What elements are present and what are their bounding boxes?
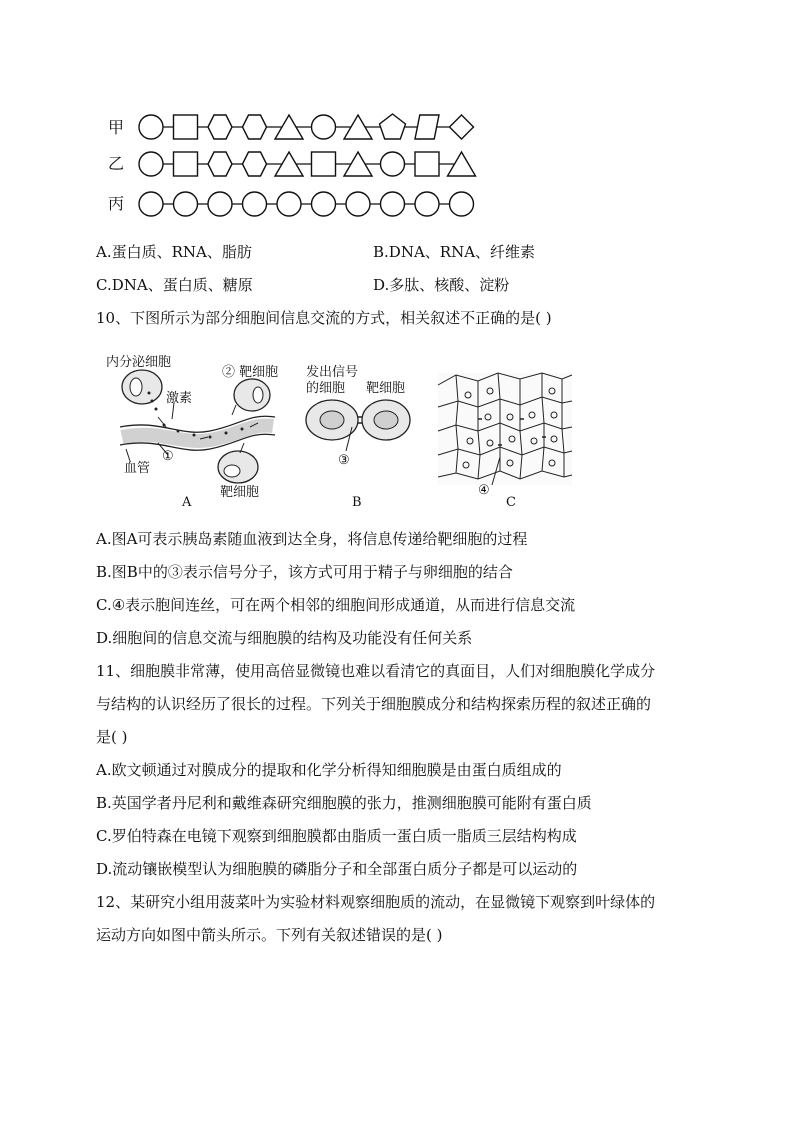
monomer-square	[174, 115, 198, 139]
chain-row-2	[139, 192, 474, 216]
monomer-circle	[277, 192, 301, 216]
monomer-circle	[381, 192, 405, 216]
label-circle-1: ①	[162, 449, 174, 464]
q9-option-a: A.蛋白质、RNA、脂肪	[96, 243, 252, 261]
panel-c	[438, 373, 572, 485]
q11-option-a: A.欧文顿通过对膜成分的提取和化学分析得知细胞膜是由蛋白质组成的	[96, 761, 562, 779]
label-hormone: 激素	[166, 391, 193, 406]
q12-stem-line-1: 12、某研究小组用菠菜叶为实验材料观察细胞质的流动，在显微镜下观察到叶绿体的	[96, 893, 656, 911]
q9-option-b: B.DNA、RNA、纤维素	[373, 243, 536, 261]
label-endocrine-cell: 内分泌细胞	[106, 355, 172, 370]
label-circle-4: ④	[478, 483, 490, 498]
q9-option-d: D.多肽、核酸、淀粉	[373, 276, 510, 294]
monomer-hexagon	[243, 115, 267, 139]
monomer-circle	[208, 192, 232, 216]
q10-option-d: D.细胞间的信息交流与细胞膜的结构及功能没有任何关系	[96, 629, 473, 647]
q11-option-b: B.英国学者丹尼利和戴维森研究细胞膜的张力，推测细胞膜可能附有蛋白质	[96, 794, 592, 812]
monomer-chains	[100, 108, 500, 223]
chain-label-jia: 甲	[108, 118, 125, 137]
monomer-circle	[312, 115, 336, 139]
q11-option-d: D.流动镶嵌模型认为细胞膜的磷脂分子和全部蛋白质分子都是可以运动的	[96, 860, 578, 878]
label-panel-b: B	[352, 495, 362, 510]
monomer-circle	[381, 152, 405, 176]
q11-stem-line-3: 是( )	[96, 728, 128, 746]
monomer-circle	[312, 192, 336, 216]
q10-figure	[100, 345, 580, 515]
q11-option-c: C.罗伯特森在电镜下观察到细胞膜都由脂质一蛋白质一脂质三层结构构成	[96, 827, 577, 845]
label-target-cell-top: ② 靶细胞	[222, 365, 279, 380]
chain-figure	[100, 108, 500, 223]
label-panel-a: A	[182, 495, 192, 510]
q9-option-c: C.DNA、蛋白质、糖原	[96, 276, 253, 294]
label-blood-vessel: 血管	[124, 461, 151, 476]
monomer-pentagon	[380, 114, 406, 139]
chain-label-bing: 丙	[108, 194, 125, 213]
monomer-circle	[139, 152, 163, 176]
monomer-circle	[415, 192, 439, 216]
chain-label-yi: 乙	[108, 154, 125, 173]
q10-stem: 10、下图所示为部分细胞间信息交流的方式，相关叙述不正确的是( )	[96, 309, 552, 327]
q10-option-c: C.④表示胞间连丝，可在两个相邻的细胞间形成通道，从而进行信息交流	[96, 596, 576, 614]
monomer-hexagon	[208, 152, 232, 176]
label-circle-3: ③	[338, 453, 350, 468]
monomer-hexagon	[243, 152, 267, 176]
q10-option-b: B.图B中的③表示信号分子，该方式可用于精子与卵细胞的结合	[96, 563, 513, 581]
label-panel-c: C	[506, 495, 516, 510]
q11-stem-line-1: 11、细胞膜非常薄，使用高倍显微镜也难以看清它的真面目，人们对细胞膜化学成分	[96, 662, 656, 680]
panel-b	[306, 400, 410, 451]
monomer-circle	[450, 192, 474, 216]
monomer-square	[174, 152, 198, 176]
monomer-circle	[243, 192, 267, 216]
monomer-circle	[346, 192, 370, 216]
chain-row-1	[139, 152, 476, 176]
monomer-hexagon	[208, 115, 232, 139]
monomer-square	[312, 152, 336, 176]
q11-stem-line-2: 与结构的认识经历了很长的过程。下列关于细胞膜成分和结构探索历程的叙述正确的	[96, 695, 652, 713]
q12-stem-line-2: 运动方向如图中箭头所示。下列有关叙述错误的是( )	[96, 926, 443, 944]
label-target-cell-bottom: 靶细胞	[220, 485, 260, 500]
monomer-square	[415, 152, 439, 176]
chain-row-0	[139, 114, 474, 139]
monomer-circle	[174, 192, 198, 216]
q10-option-a: A.图A可表示胰岛素随血液到达全身，将信息传递给靶细胞的过程	[96, 530, 528, 548]
monomer-circle	[139, 192, 163, 216]
monomer-trapezoid	[415, 115, 439, 139]
label-signal-sender-1: 发出信号	[306, 365, 359, 380]
label-signal-sender-2: 的细胞	[306, 381, 346, 396]
monomer-circle	[139, 115, 163, 139]
label-target-cell-b: 靶细胞	[366, 381, 406, 396]
monomer-diamond	[450, 115, 474, 139]
